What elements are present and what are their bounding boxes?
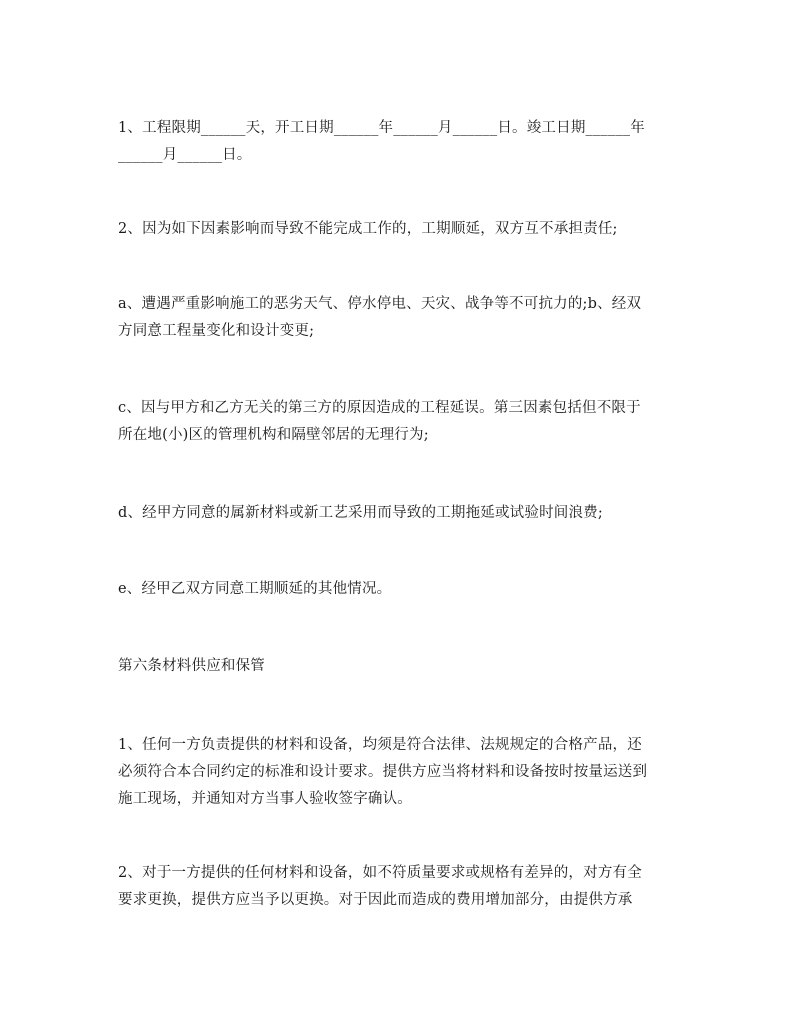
paragraph-materials-2: 2、对于一方提供的任何材料和设备，如不符质量要求或规格有差异的，对方有全 要求更换，提供方应当予以更换。对于因此而造成的费用增加部分，由提供方承 — [118, 865, 642, 908]
paragraph-delay-causes: 2、因为如下因素影响而导致不能完成工作的，工期顺延，双方互不承担责任; — [118, 221, 618, 237]
section-heading-materials: 第六条材料供应和保管 — [118, 658, 265, 674]
paragraph-item-c: c、因与甲方和乙方无关的第三方的原因造成的工程延误。第三因素包括但不限于 所在地(小)区的管理机构和隔壁邻居的无理行为; — [118, 400, 641, 443]
paragraph-materials-1: 1、任何一方负责提供的材料和设备，均须是符合法律、法规规定的合格产品，还 必须符合本合同约定的标准和设计要求。提供方应当将材料和设备按时按量运送到 施工现场，并通知对方当事人验收签字确认。 — [118, 737, 648, 807]
paragraph-construction-period: 1、工程限期______天，开工日期______年______月______日。竣工日期______年 ______月______日。 — [118, 120, 645, 163]
paragraph-item-e: e、经甲乙双方同意工期顺延的其他情况。 — [118, 581, 392, 597]
paragraph-item-a-b: a、遭遇严重影响施工的恶劣天气、停水停电、天灾、战争等不可抗力的;b、经双 方同意工程量变化和设计变更; — [118, 296, 642, 339]
paragraph-item-d: d、经甲方同意的属新材料或新工艺采用而导致的工期拖延或试验时间浪费; — [118, 505, 603, 521]
